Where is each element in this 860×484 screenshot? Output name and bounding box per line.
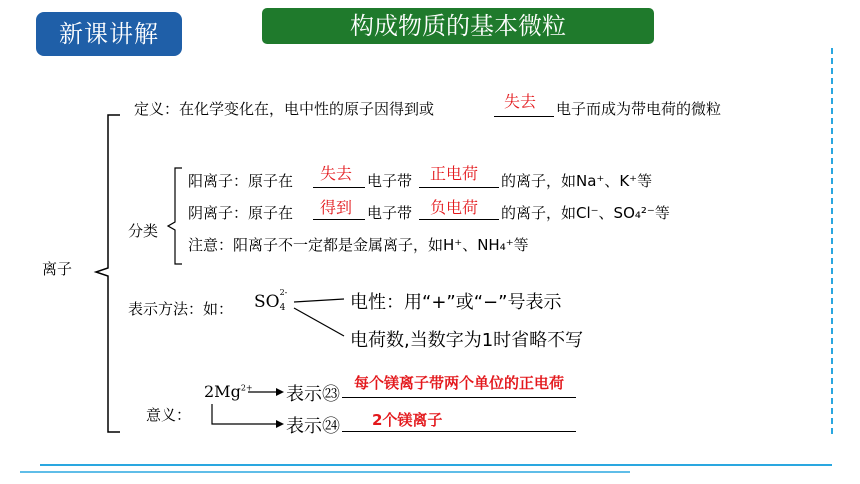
anion-suffix: 的离子，如Cl⁻、SO₄²⁻等 <box>501 204 670 222</box>
definition-answer: 失去 <box>504 92 537 111</box>
magnesium-ion-formula <box>204 382 253 401</box>
representation-label: 表示方法：如： <box>128 300 234 318</box>
magnesium-symbol: 2Mg <box>204 382 241 401</box>
cation-blank-2 <box>419 187 499 188</box>
cation-prefix: 阳离子：原子在 <box>188 172 294 190</box>
meaning-item-1-prefix: 表示㉓ <box>286 384 340 405</box>
sulfate-formula <box>254 288 292 313</box>
meaning-blank-2 <box>342 431 576 432</box>
sulfate-charge: 2- <box>279 288 288 297</box>
cation-middle: 电子带 <box>367 172 413 190</box>
anion-middle: 电子带 <box>367 204 413 222</box>
representation-line-1: 电性：用“+”或“−”号表示 <box>350 292 562 313</box>
cation-answer-2: 正电荷 <box>430 164 479 183</box>
sulfate-subscript: 4 <box>279 303 286 313</box>
classify-note: 注意：阳离子不一定都是金属离子，如H⁺、NH₄⁺等 <box>188 236 529 254</box>
anion-blank-1 <box>313 219 365 220</box>
anion-answer-1: 得到 <box>320 198 353 217</box>
meaning-label: 意义： <box>146 406 192 424</box>
definition-suffix: 电子而成为带电荷的微粒 <box>556 100 722 118</box>
meaning-blank-1 <box>342 397 576 398</box>
classify-label: 分类 <box>128 222 159 240</box>
magnesium-charge: 2+ <box>240 383 253 393</box>
cation-blank-1 <box>313 187 365 188</box>
anion-blank-2 <box>419 219 499 220</box>
meaning-item-2-answer: 2个镁离子 <box>372 411 443 429</box>
cation-suffix: 的离子，如Na⁺、K⁺等 <box>501 172 653 190</box>
definition-blank <box>494 116 554 117</box>
anion-prefix: 阴离子：原子在 <box>188 204 294 222</box>
meaning-item-2-prefix: 表示㉔ <box>286 416 340 437</box>
section-badge: 新课讲解 <box>36 12 182 56</box>
cation-answer-1: 失去 <box>320 164 353 183</box>
representation-line-2: 电荷数,当数字为1时省略不写 <box>350 330 584 351</box>
sulfate-symbol: SO <box>254 292 280 312</box>
anion-answer-2: 负电荷 <box>430 198 479 217</box>
definition-prefix: 定义：在化学变化在，电中性的原子因得到或 <box>134 100 435 118</box>
page-title: 构成物质的基本微粒 <box>262 8 654 44</box>
root-ion: 离子 <box>42 260 73 278</box>
meaning-item-1-answer: 每个镁离子带两个单位的正电荷 <box>354 374 565 392</box>
